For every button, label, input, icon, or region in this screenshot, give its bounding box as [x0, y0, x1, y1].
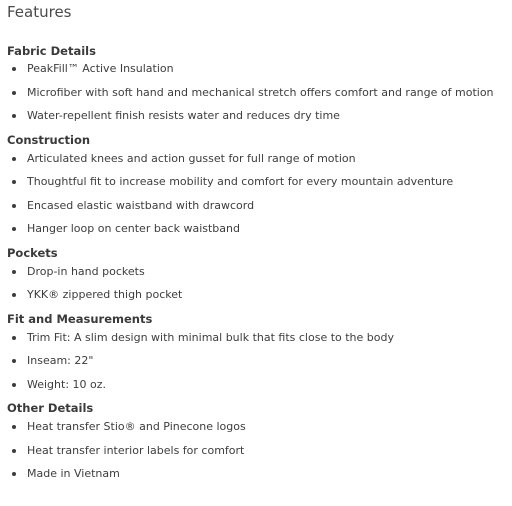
- feature-list: [7, 151, 507, 245]
- section-heading: Fit and Measurements: [7, 311, 153, 326]
- feature-sections: [7, 43, 507, 490]
- feature-section: [7, 43, 507, 132]
- feature-list-item: Trim Fit: A slim design with minimal bulk that fits close to the body: [7, 330, 507, 354]
- feature-list: [7, 61, 507, 132]
- section-heading: Construction: [7, 132, 91, 147]
- feature-list-item: Heat transfer interior labels for comfort: [7, 443, 507, 467]
- feature-list-item: Inseam: 22": [7, 353, 507, 377]
- feature-section: [7, 311, 507, 401]
- feature-list-item: Articulated knees and action gusset for full range of motion: [7, 151, 507, 175]
- feature-list-item: Heat transfer Stio® and Pinecone logos: [7, 419, 507, 443]
- feature-list: [7, 330, 507, 401]
- feature-list-item: Drop-in hand pockets: [7, 264, 507, 288]
- feature-list-item: YKK® zippered thigh pocket: [7, 287, 507, 311]
- feature-section: [7, 245, 507, 311]
- page-title: Features: [7, 3, 72, 21]
- features-panel: [7, 0, 507, 490]
- feature-list: [7, 419, 507, 490]
- feature-list-item: Water-repellent finish resists water and reduces dry time: [7, 108, 507, 132]
- feature-section: [7, 132, 507, 245]
- section-heading: Other Details: [7, 401, 94, 415]
- feature-list: [7, 264, 507, 311]
- feature-list-item: Thoughtful fit to increase mobility and comfort for every mountain adventure: [7, 174, 507, 198]
- section-heading: Fabric Details: [7, 44, 96, 58]
- feature-list-item: Microfiber with soft hand and mechanical stretch offers comfort and range of motion: [7, 85, 507, 109]
- feature-list-item: Encased elastic waistband with drawcord: [7, 198, 507, 222]
- feature-list-item: PeakFill™ Active Insulation: [7, 61, 507, 85]
- feature-list-item: Weight: 10 oz.: [7, 377, 507, 401]
- feature-section: [7, 400, 507, 490]
- feature-list-item: Made in Vietnam: [7, 466, 507, 490]
- section-heading: Pockets: [7, 245, 58, 260]
- feature-list-item: Hanger loop on center back waistband: [7, 221, 507, 245]
